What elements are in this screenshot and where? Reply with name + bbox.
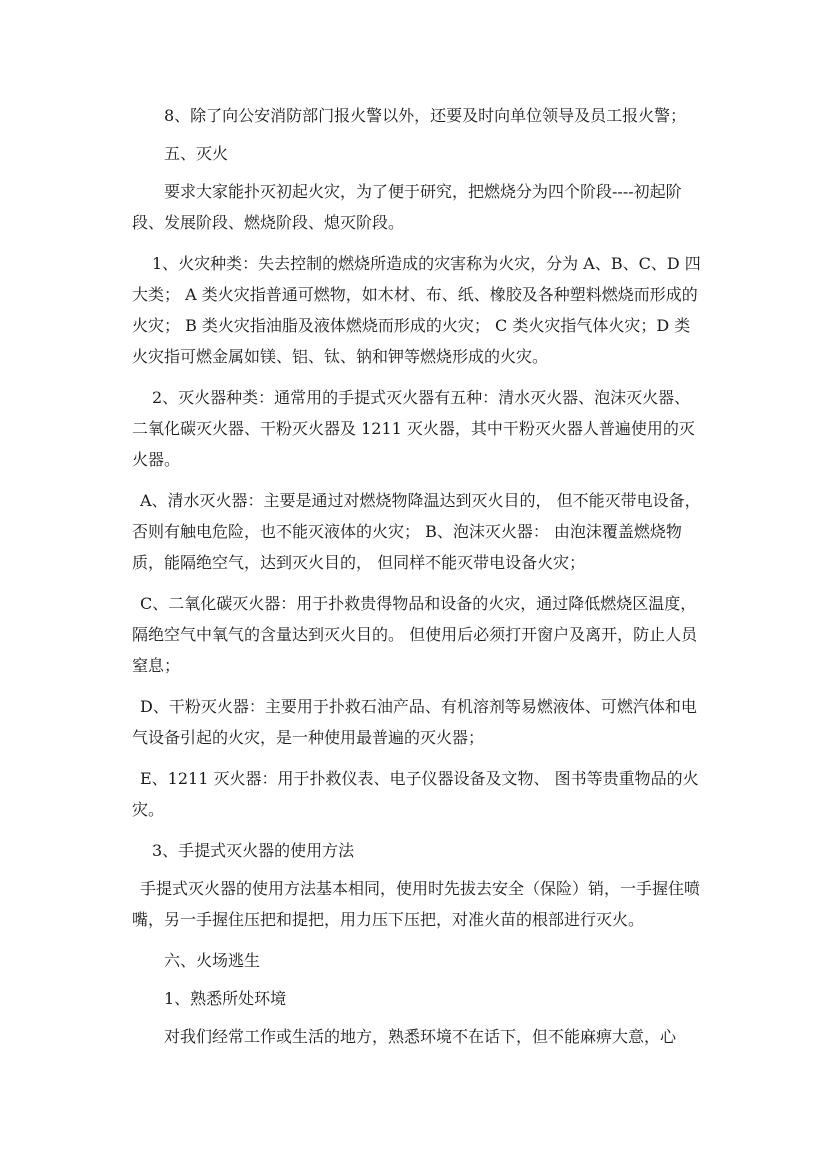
heading-know-environment: 1、熟悉所处环境 xyxy=(164,989,287,1008)
paragraph-fire-types: 1、火灾种类：失去控制的燃烧所造成的灾害称为火灾，分为 A、B、C、D 四大类； A 类火灾指普通可燃物，如木材、布、纸、橡胶及各种塑料燃烧而形成的火灾； B 类火灾指油脂及液体燃烧而形成的火灾； C 类火灾指气体火灾；D 类火灾指可燃金属如镁、铝、钛、钠和钾等燃烧形成的火灾。 xyxy=(132,254,701,366)
paragraph-powder-extinguisher: D、干粉灭火器：主要用于扑救石油产品、有机溶剂等易燃液体、可燃汽体和电气设备引起的火灾，是一种使用最普遍的灭火器； xyxy=(132,697,697,747)
paragraph-usage-method: 手提式灭火器的使用方法基本相同，使用时先拔去安全（保险）销，一手握住喷嘴，另一手握住压把和提把，用力压下压把，对准火苗的根部进行灭火。 xyxy=(132,879,701,929)
paragraph-extinguisher-types: 2、灭火器种类：通常用的手提式灭火器有五种：清水灭火器、泡沫灭火器、二氧化碳灭火器、干粉灭火器及 1211 灭火器，其中干粉灭火器人普遍使用的灭火器。 xyxy=(132,388,695,469)
heading-fire-extinguishing: 五、灭火 xyxy=(164,144,229,163)
heading-extinguisher-usage: 3、手提式灭火器的使用方法 xyxy=(152,841,355,860)
document-body xyxy=(132,100,704,1052)
paragraph-water-foam-extinguisher: A、清水灭火器：主要是通过对燃烧物降温达到灭火目的， 但不能灭带电设备，否则有触电危险，也不能灭液体的火灾； B、泡沫灭火器： 由泡沫覆盖燃烧物质，能隔绝空气，达到灭火目的， 但同样不能灭带电设备火灾； xyxy=(132,491,701,572)
paragraph-environment: 对我们经常工作或生活的地方，熟悉环境不在话下，但不能麻痹大意，心 xyxy=(164,1027,677,1046)
heading-fire-escape: 六、火场逃生 xyxy=(164,951,261,970)
paragraph-co2-extinguisher: C、二氧化碳灭火器：用于扑救贵得物品和设备的火灾，通过降低燃烧区温度，隔绝空气中氧气的含量达到灭火目的。 但使用后必须打开窗户及离开，防止人员窒息； xyxy=(132,594,698,675)
paragraph-1211-extinguisher: E、1211 灭火器：用于扑救仪表、电子仪器设备及文物、 图书等贵重物品的火灾。 xyxy=(132,769,699,819)
paragraph-burning-stages: 要求大家能扑灭初起火灾，为了便于研究，把燃烧分为四个阶段----初起阶段、发展阶段、燃烧阶段、熄灭阶段。 xyxy=(132,182,682,232)
paragraph-report-alarm: 8、除了向公安消防部门报火警以外，还要及时向单位领导及员工报火警； xyxy=(164,106,687,125)
